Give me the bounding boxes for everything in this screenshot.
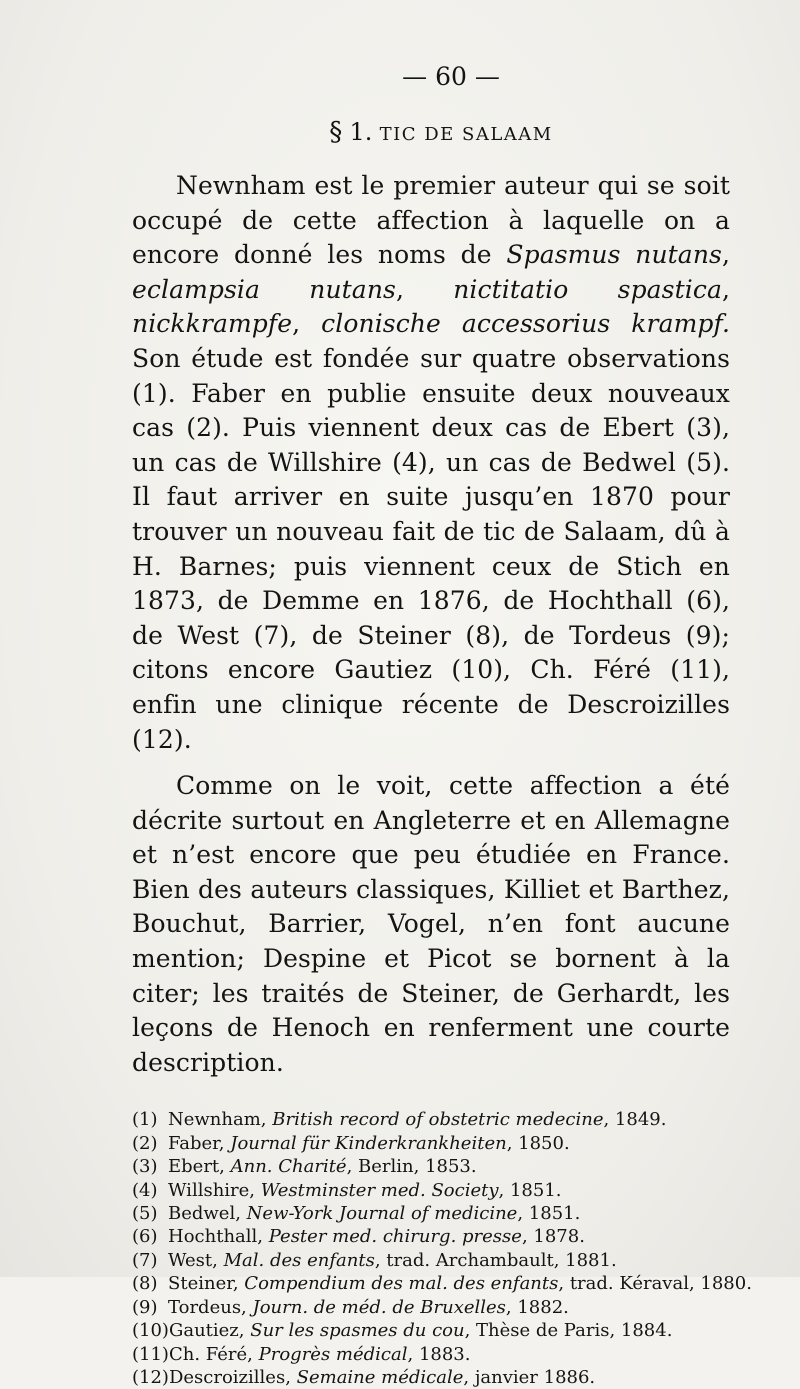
footnote (132, 1296, 730, 1319)
page-number: — 60 — (402, 62, 500, 91)
footnote-label: (7) (132, 1249, 158, 1271)
text-run: Comme on le voit, cette affection a été décrite surtout en Angleterre et en Allemagne et n’est encore que peu étudiée en France. Bien des auteurs classiques, Killiet et Barthez, Bouchut, Barrier, Vogel, n’en font aucune mention; Despine et Picot se bornent à la citer; les traités de Steiner, de Gerhardt, les leçons de Henoch en renferment une courte description. (132, 771, 730, 1077)
footnote-author: Newnham, (168, 1109, 273, 1131)
footnote-author: Ch. Féré, (168, 1343, 259, 1365)
italic-term: clonische accessorius krampf. (321, 309, 730, 339)
section-number: 1. (349, 118, 373, 146)
footnote-work-title: Sur les spasmes du cou (250, 1320, 465, 1342)
footnote-details: , 1851. (517, 1203, 581, 1225)
section-title (132, 117, 730, 147)
footnote-details: , 1849. (603, 1109, 667, 1131)
footnote (132, 1108, 730, 1131)
footnote-author: Faber, (168, 1132, 231, 1154)
footnote (132, 1225, 730, 1248)
footnote (132, 1132, 730, 1155)
footnote-label: (8) (132, 1273, 158, 1295)
text-run: , (721, 240, 730, 270)
footnote-details: , trad. Archambault, 1881. (374, 1249, 617, 1271)
footnote (132, 1179, 730, 1202)
italic-term: Spasmus nutans (506, 240, 722, 270)
footnote (132, 1366, 730, 1389)
footnote-details: , 1883. (407, 1343, 471, 1365)
text-run: , (292, 309, 322, 339)
footnote-details: , trad. Kéraval, 1880. (558, 1273, 752, 1295)
text-run: , (395, 274, 454, 304)
footnote-label: (6) (132, 1226, 158, 1248)
footnote-author: Gautiez, (168, 1320, 251, 1342)
footnote-details: , 1882. (505, 1296, 569, 1318)
footnote-label: (1) (132, 1109, 158, 1131)
footnote (132, 1155, 730, 1178)
body-paragraph (132, 769, 730, 1080)
section-symbol: § (329, 117, 343, 147)
footnote-label: (12) (132, 1366, 169, 1388)
footnotes-list (132, 1108, 752, 1389)
footnote-work-title: Pester med. chirurg. presse (268, 1226, 522, 1248)
footnote-details: , Berlin, 1853. (346, 1156, 477, 1178)
footnote-author: Steiner, (168, 1273, 245, 1295)
footnote (132, 1272, 752, 1295)
footnote-details: , Thèse de Paris, 1884. (464, 1320, 673, 1342)
italic-term: eclampsia nutans (132, 274, 396, 304)
footnote-work-title: Journal für Kinderkrankheiten (230, 1132, 507, 1154)
footnote-author: Descroizilles, (168, 1366, 297, 1388)
footnote-work-title: Journ. de méd. de Bruxelles (252, 1296, 506, 1318)
footnote (132, 1319, 730, 1342)
footnote-work-title: British record of obstetric medecine (272, 1109, 604, 1131)
footnote-author: Willshire, (168, 1179, 261, 1201)
text-run: , (721, 274, 731, 304)
footnote-label: (4) (132, 1179, 158, 1201)
footnote-work-title: Mal. des enfants (223, 1249, 375, 1271)
footnote-details: , janvier 1886. (463, 1366, 596, 1388)
footnote-label: (5) (132, 1203, 158, 1225)
text-run: Son étude est fondée sur quatre observations (1). Faber en publie ensuite deux nouveaux cas (2). Puis viennent deux cas de Ebert (3), un cas de Willshire (4), un cas de Bedwel (5). Il faut arriver en suite jusqu’en 1870 pour trouver un nouveau fait de tic de Salaam, dû à H. Barnes; puis viennent ceux de Stich en 1873, de Demme en 1876, de Hochthall (6), de West (7), de Steiner (8), de Tordeus (9); citons encore Gautiez (10), Ch. Féré (11), enfin une clinique récente de Descroizilles (12). (132, 343, 730, 754)
section-title-text: TIC DE SALAAM (379, 124, 553, 145)
footnote-author: Tordeus, (168, 1296, 253, 1318)
footnote-details: , 1851. (498, 1179, 562, 1201)
footnote-label: (11) (132, 1343, 169, 1365)
footnote-author: West, (168, 1249, 224, 1271)
footnote-work-title: New-York Journal of medicine (246, 1203, 518, 1225)
footnote-work-title: Ann. Charité (230, 1156, 347, 1178)
footnote-label: (3) (132, 1156, 158, 1178)
body-text-container (132, 169, 730, 1080)
footnote-author: Ebert, (168, 1156, 231, 1178)
footnote (132, 1202, 730, 1225)
footnote-author: Bedwel, (168, 1203, 247, 1225)
italic-term: nickkrampfe (132, 309, 293, 339)
footnote-author: Hochthall, (168, 1226, 269, 1248)
footnote-label: (10) (132, 1320, 169, 1342)
italic-term: nictitatio spastica (453, 274, 722, 304)
body-paragraph (132, 169, 730, 757)
footnote-work-title: Semaine médicale (296, 1366, 464, 1388)
text-run: Newnham est le premier auteur qui se soit occupé de cette affection à laquelle on a encore donné les noms de (132, 171, 730, 270)
footnote (132, 1249, 730, 1272)
footnote-details: , 1850. (506, 1132, 570, 1154)
footnote-work-title: Westminster med. Society (260, 1179, 499, 1201)
footnote (132, 1343, 730, 1366)
footnote-details: , 1878. (521, 1226, 585, 1248)
footnote-label: (9) (132, 1296, 158, 1318)
footnote-label: (2) (132, 1132, 158, 1154)
footnote-work-title: Progrès médical (258, 1343, 408, 1365)
footnote-work-title: Compendium des mal. des enfants (244, 1273, 559, 1295)
